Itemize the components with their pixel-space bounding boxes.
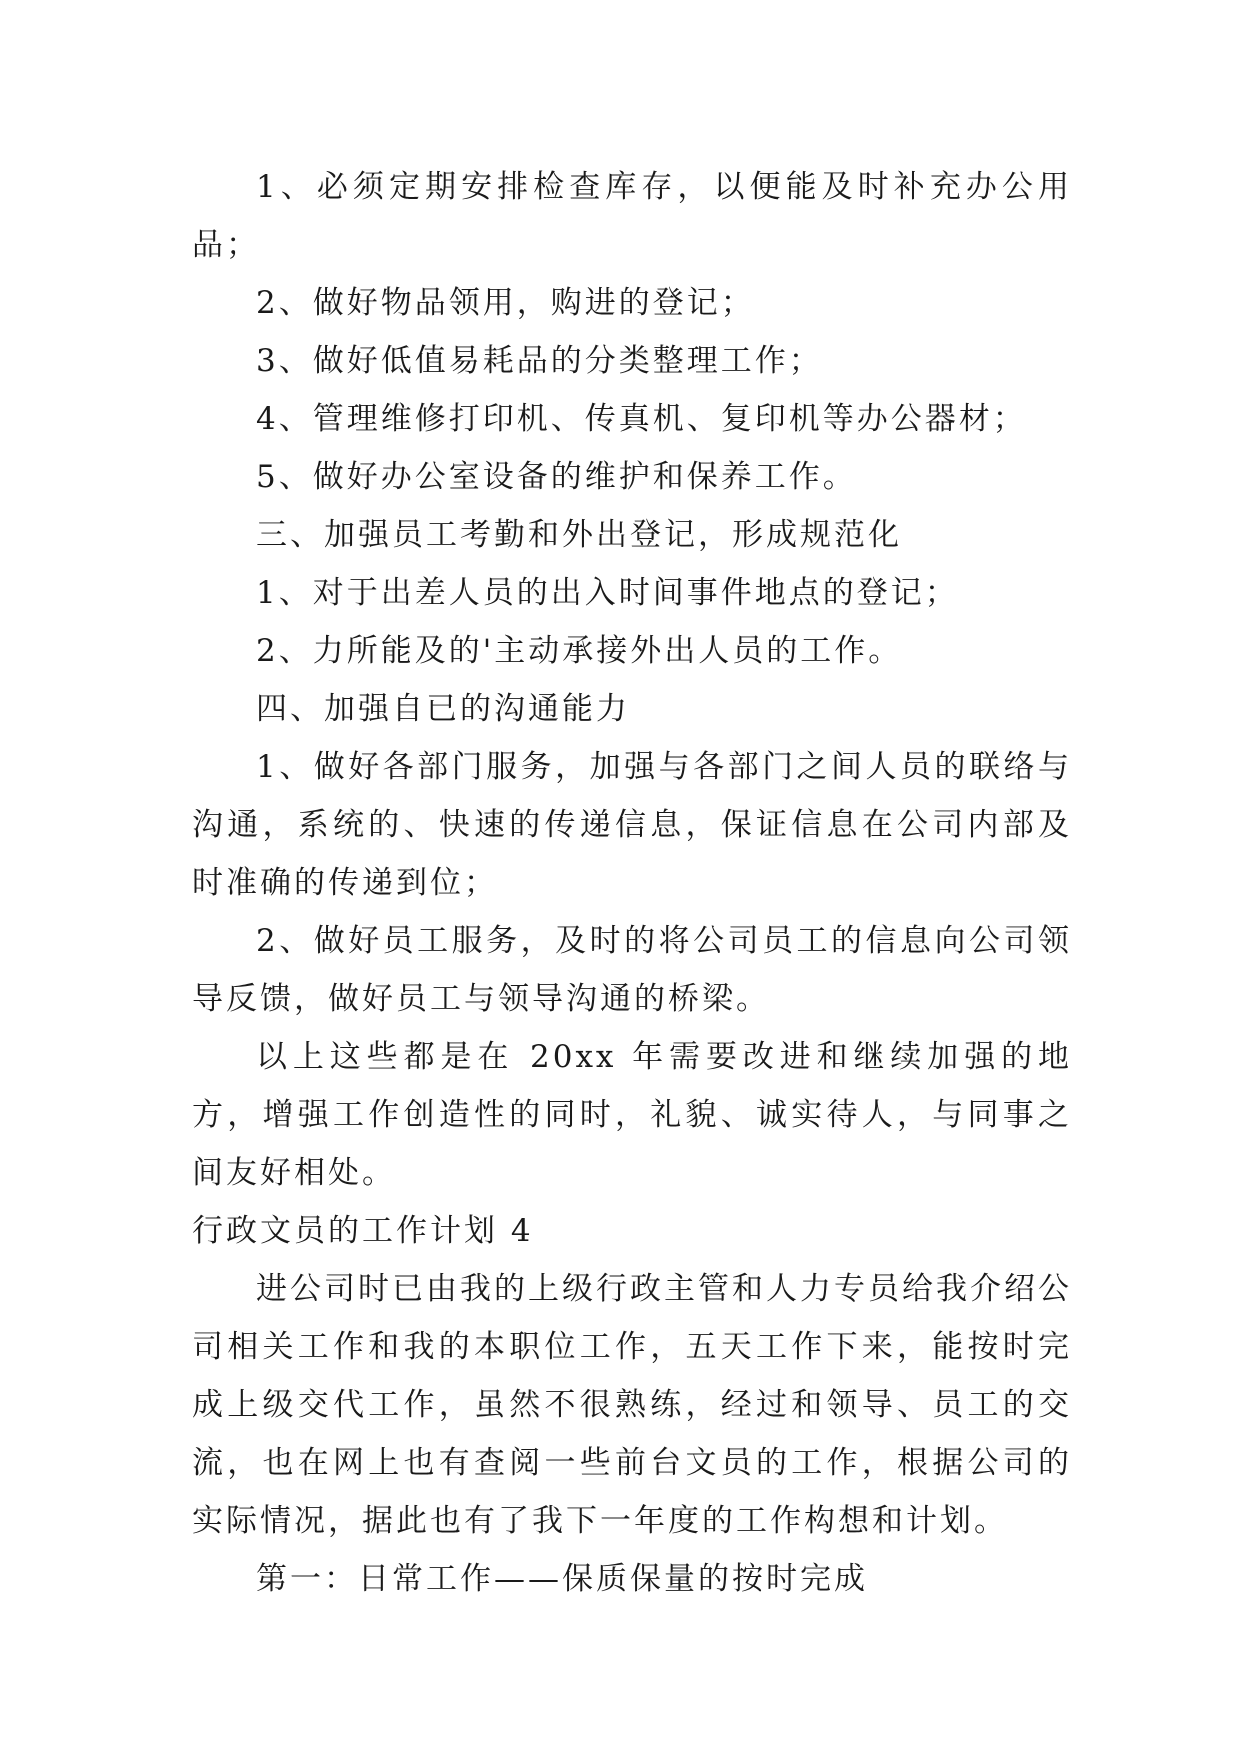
document-body: [192, 158, 1072, 1608]
list-item-business-trip-registration: 1、对于出差人员的出入时间事件地点的登记；: [256, 575, 959, 611]
list-item-office-equipment-repair: 4、管理维修打印机、传真机、复印机等办公器材；: [256, 401, 1027, 437]
list-item-employee-service: 2、做好员工服务，及时的将公司员工的信息向公司领导反馈，做好员工与领导沟通的桥梁。: [192, 923, 1072, 1017]
list-item-take-over-work: 2、力所能及的'主动承接外出人员的工作。: [256, 633, 903, 669]
list-item-equipment-maintenance: 5、做好办公室设备的维护和保养工作。: [256, 459, 857, 495]
section-title-plan-4: 行政文员的工作计划 4: [192, 1213, 534, 1249]
list-item-department-service: 1、做好各部门服务，加强与各部门之间人员的联络与沟通，系统的、快速的传递信息，保证信息在公司内部及时准确的传递到位；: [192, 749, 1072, 901]
summary-paragraph: 以上这些都是在 20xx 年需要改进和继续加强的地方，增强工作创造性的同时，礼貌、诚实待人，与同事之间友好相处。: [192, 1039, 1072, 1191]
section-heading-attendance: 三、加强员工考勤和外出登记，形成规范化: [256, 517, 902, 553]
list-item-check-inventory: 1、必须定期安排检查库存，以便能及时补充办公用品；: [192, 169, 1072, 263]
section-heading-communication: 四、加强自已的沟通能力: [256, 691, 630, 727]
list-item-consumables: 3、做好低值易耗品的分类整理工作；: [256, 343, 823, 379]
list-item-item-registration: 2、做好物品领用，购进的登记；: [256, 285, 755, 321]
intro-paragraph: 进公司时已由我的上级行政主管和人力专员给我介绍公司相关工作和我的本职位工作，五天工作下来，能按时完成上级交代工作，虽然不很熟练，经过和领导、员工的交流，也在网上也有查阅一些前台文员的工作，根据公司的实际情况，据此也有了我下一年度的工作构想和计划。: [192, 1271, 1072, 1539]
section-heading-daily-work: 第一：日常工作——保质保量的按时完成: [256, 1561, 868, 1597]
